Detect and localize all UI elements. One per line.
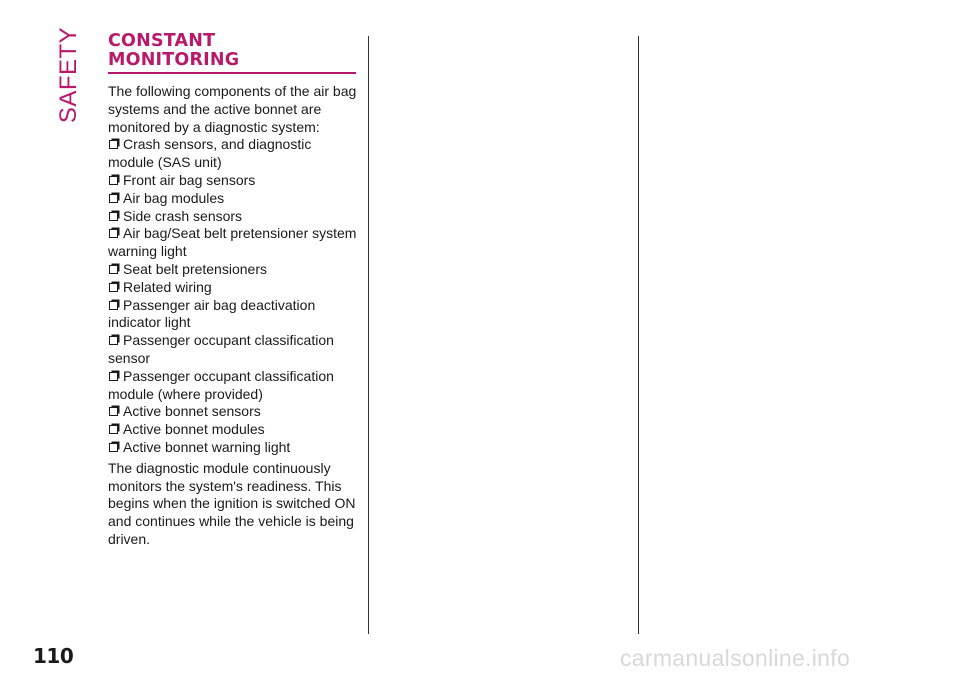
checkbox-bullet-icon — [109, 265, 118, 274]
list-item — [108, 136, 360, 172]
list-item — [108, 190, 360, 208]
checkbox-bullet-icon — [109, 372, 118, 381]
list-item — [108, 208, 360, 226]
monitored-components-list — [108, 136, 360, 456]
text-column — [108, 32, 360, 549]
list-item — [108, 225, 360, 261]
list-item — [108, 297, 360, 333]
list-item-text: Passenger air bag deactivation indicator light — [108, 296, 316, 331]
list-item — [108, 439, 360, 457]
checkbox-bullet-icon — [109, 229, 118, 238]
heading-line-2: MONITORING — [108, 50, 240, 70]
list-item-text: Related wiring — [123, 278, 212, 295]
checkbox-bullet-icon — [109, 425, 118, 434]
list-item-text: Air bag modules — [123, 189, 225, 206]
list-item-text: Passenger occupant classification module (where provided) — [108, 367, 334, 402]
heading-line-1: CONSTANT — [108, 31, 216, 51]
section-label-text: SAFETY — [55, 26, 83, 124]
checkbox-bullet-icon — [109, 283, 118, 292]
column-divider-left — [368, 36, 369, 634]
section-heading — [108, 32, 360, 70]
section-label — [55, 26, 83, 124]
list-item — [108, 279, 360, 297]
checkbox-bullet-icon — [109, 176, 118, 185]
intro-paragraph: The following components of the air bag systems and the active bonnet are monitored by a diagnostic system: — [108, 83, 357, 135]
list-item-text: Seat belt pretensioners — [123, 260, 267, 277]
page-number: 110 — [33, 644, 74, 668]
list-item-text: Side crash sensors — [123, 207, 243, 224]
list-item-text: Passenger occupant classification sensor — [108, 332, 334, 366]
list-item-text: Crash sensors, and diagnostic module (SAS unit) — [108, 136, 312, 171]
checkbox-bullet-icon — [109, 301, 118, 310]
checkbox-bullet-icon — [109, 407, 118, 416]
heading-underline — [108, 72, 356, 74]
checkbox-bullet-icon — [109, 140, 118, 149]
list-item — [108, 421, 360, 439]
list-item-text: Active bonnet warning light — [123, 438, 291, 455]
checkbox-bullet-icon — [109, 212, 118, 221]
list-item — [108, 403, 360, 421]
list-item — [108, 261, 360, 279]
list-item-text: Active bonnet modules — [123, 421, 265, 438]
list-item — [108, 368, 360, 404]
checkbox-bullet-icon — [109, 336, 118, 345]
list-item-text: Air bag/Seat belt pretensioner system warning light — [108, 225, 357, 260]
closing-paragraph: The diagnostic module continuously monitors the system's readiness. This begins when the ignition is switched ON and continues while the vehicle is being driven. — [108, 459, 356, 547]
list-item — [108, 332, 360, 368]
list-item-text: Active bonnet sensors — [123, 403, 261, 420]
watermark: carmanualsonline.info — [620, 645, 851, 671]
checkbox-bullet-icon — [109, 443, 118, 452]
list-item-text: Front air bag sensors — [123, 171, 256, 188]
list-item — [108, 172, 360, 190]
column-divider-right — [638, 36, 639, 634]
checkbox-bullet-icon — [109, 194, 118, 203]
